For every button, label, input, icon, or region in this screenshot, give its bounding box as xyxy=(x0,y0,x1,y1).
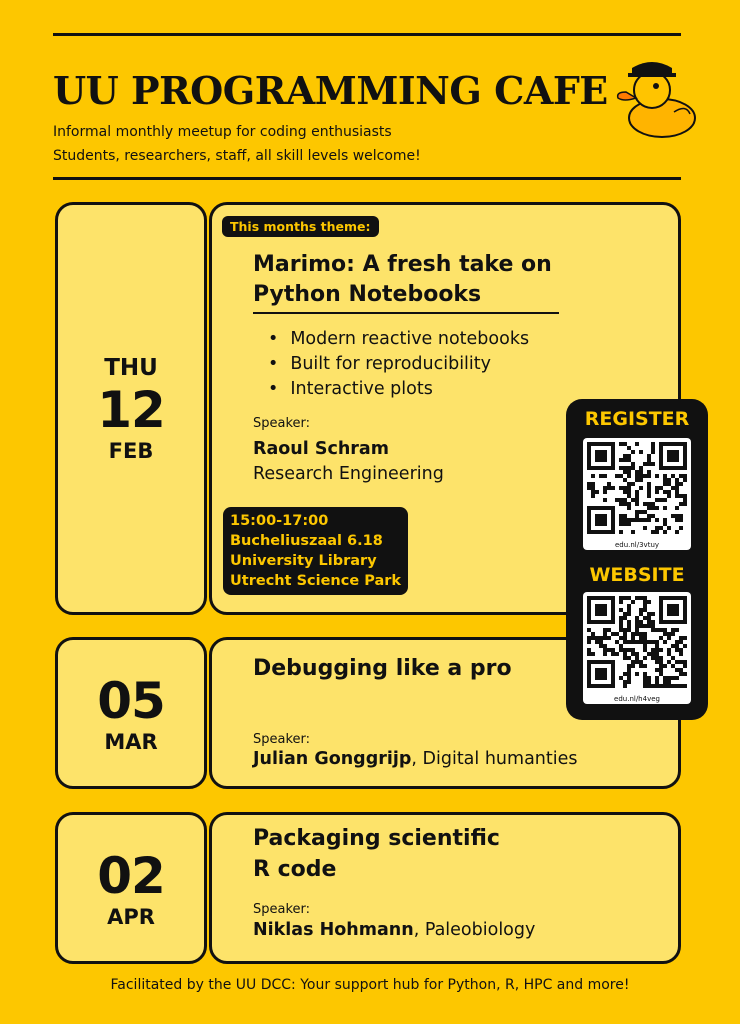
event-2-title: Debugging like a pro xyxy=(253,656,512,681)
theme-tag: This months theme: xyxy=(222,216,379,237)
event-3-speaker-label: Speaker: xyxy=(253,902,311,917)
top-divider xyxy=(53,33,681,36)
register-qr-icon xyxy=(587,442,687,542)
event-3-month: APR xyxy=(107,905,155,929)
event-1-time: 15:00-17:00 xyxy=(230,513,329,529)
event-2-date-card xyxy=(55,637,207,789)
header-divider xyxy=(53,177,681,180)
event-2-speaker-label: Speaker: xyxy=(253,732,311,747)
page-title: UU PROGRAMMING CAFE xyxy=(53,68,608,113)
event-1-title-line-2: Python Notebooks xyxy=(253,282,482,307)
event-1-campus: Utrecht Science Park xyxy=(230,573,402,589)
event-2-speaker-affiliation: , Digital humanties xyxy=(411,749,578,769)
website-label: WEBSITE xyxy=(589,564,685,586)
event-2-day: 05 xyxy=(97,672,165,730)
event-3-day: 02 xyxy=(97,847,165,905)
event-1-month: FEB xyxy=(108,438,154,463)
event-3-speaker-name: Niklas Hohmann xyxy=(253,920,414,940)
event-1-day: 12 xyxy=(97,380,165,439)
website-qr-icon xyxy=(587,596,687,696)
event-1-speaker-affiliation: Research Engineering xyxy=(253,464,444,484)
qr-panel xyxy=(566,399,708,720)
list-item: • Interactive plots xyxy=(268,377,529,402)
website-url: edu.nl/h4veg xyxy=(614,695,660,703)
title-underline xyxy=(253,312,559,314)
event-2-month: MAR xyxy=(104,730,158,754)
list-item: • Modern reactive notebooks xyxy=(268,327,529,352)
rubber-duck-with-cap-icon xyxy=(612,48,698,140)
subtitle-line-2: Students, researchers, staff, all skill levels welcome! xyxy=(53,148,421,164)
register-label: REGISTER xyxy=(584,408,690,430)
event-1-speaker-label: Speaker: xyxy=(253,416,311,431)
subtitle-line-1: Informal monthly meetup for coding enthusiasts xyxy=(53,124,392,140)
footer-text: Facilitated by the UU DCC: Your support hub for Python, R, HPC and more! xyxy=(110,977,630,993)
register-qr-code[interactable] xyxy=(583,438,691,550)
event-3-title-line-1: Packaging scientific xyxy=(253,826,500,851)
event-3-speaker-affiliation: , Paleobiology xyxy=(413,920,536,940)
event-1-day-of-week: THU xyxy=(104,354,158,381)
event-1-building: University Library xyxy=(230,553,377,569)
feature-list xyxy=(268,327,529,402)
event-3-title-line-2: R code xyxy=(253,857,337,882)
event-1-speaker-name: Raoul Schram xyxy=(253,439,389,459)
register-url: edu.nl/3vtuy xyxy=(614,541,660,549)
website-qr-code[interactable] xyxy=(583,592,691,704)
event-2-speaker-name: Julian Gonggrijp xyxy=(253,749,412,769)
list-item: • Built for reproducibility xyxy=(268,352,529,377)
event-1-location-block xyxy=(223,507,408,595)
event-1-room: Bucheliuszaal 6.18 xyxy=(230,533,383,549)
event-1-date-card xyxy=(55,202,207,615)
event-1-title-line-1: Marimo: A fresh take on xyxy=(253,252,552,277)
event-3-date-card xyxy=(55,812,207,964)
